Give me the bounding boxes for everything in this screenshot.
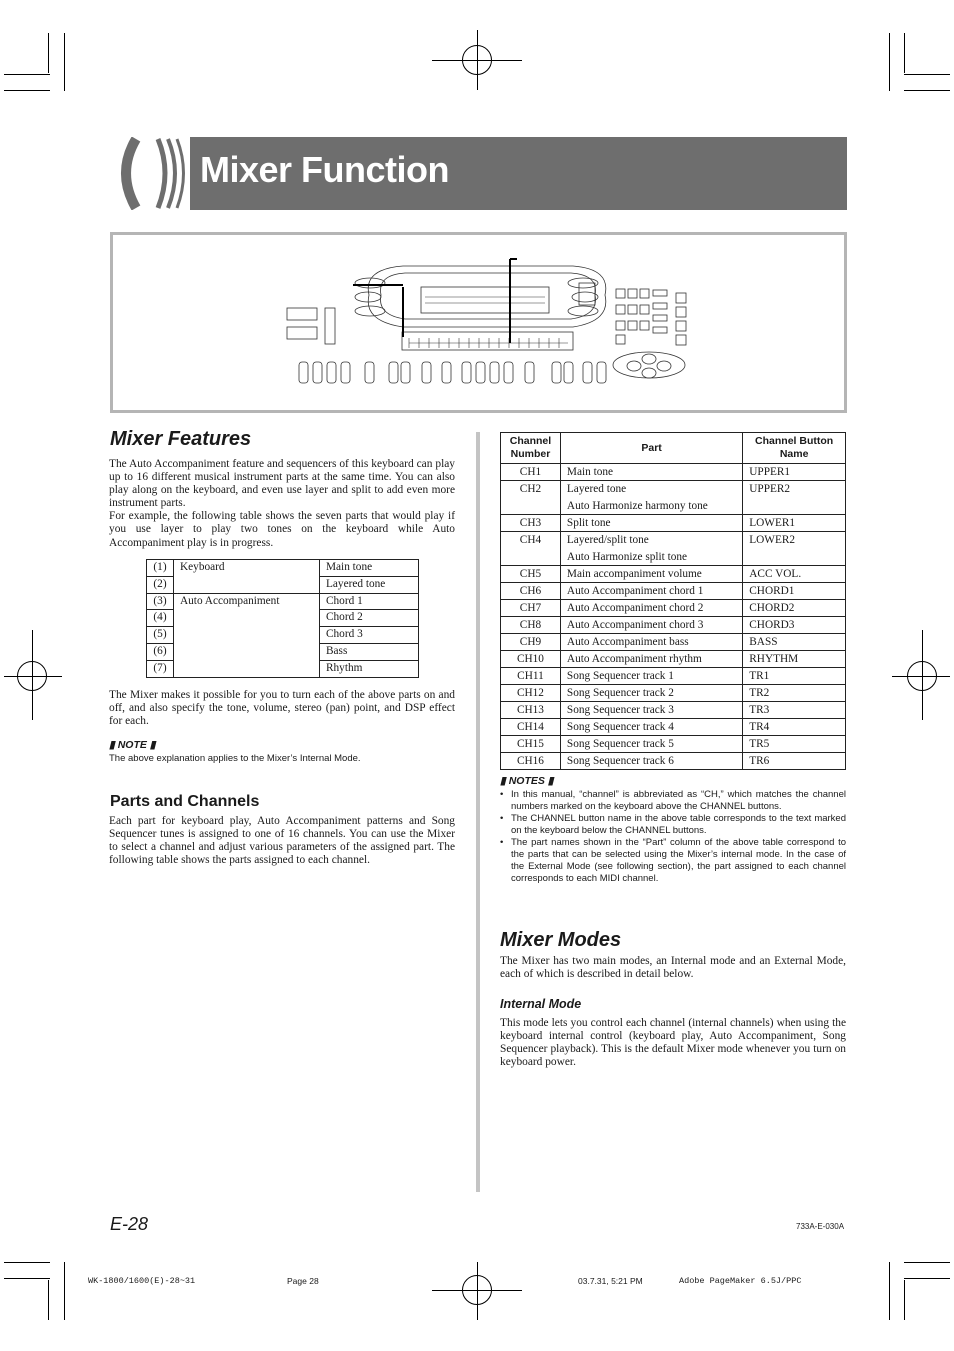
channel-part <box>560 702 742 719</box>
channel-row <box>501 600 846 617</box>
parts-table-row <box>147 560 419 577</box>
part-name: Rhythm <box>320 660 419 677</box>
part-name: Main tone <box>320 560 419 577</box>
channel-row <box>501 668 846 685</box>
channel-row <box>501 736 846 753</box>
crop-mark <box>4 1278 50 1279</box>
title-bar <box>110 137 847 210</box>
channel-button-name: LOWER2 <box>743 532 846 566</box>
note-text: The above explanation applies to the Mixer’s Internal Mode. <box>109 753 361 764</box>
header-part: Part <box>560 433 742 464</box>
channel-part <box>560 651 742 668</box>
crop-mark <box>904 90 950 91</box>
part-number: (3) <box>147 593 174 610</box>
note-item: • The part names shown in the “Part” column of the above table correspond to the parts that can be selected using the Mixer’s internal mode. In the case of the External Mode (see following section), the part assigned to each channel corresponds to each MIDI channel. <box>500 837 846 885</box>
part-group <box>174 610 320 627</box>
part-number: (5) <box>147 627 174 644</box>
crop-mark <box>904 1280 905 1320</box>
header-channel-number: Channel Number <box>501 433 561 464</box>
channel-button-name: CHORD2 <box>743 600 846 617</box>
slug-filename: WK-1800/1600(E)-28~31 <box>88 1276 196 1286</box>
header-button-name: Channel Button Name <box>743 433 846 464</box>
channel-part-line: Split tone <box>566 517 611 529</box>
channel-part-line: Auto Harmonize split tone <box>566 551 688 563</box>
registration-mark <box>477 1262 478 1320</box>
part-group: Keyboard <box>174 560 320 577</box>
channel-button-name: TR4 <box>743 719 846 736</box>
channel-part <box>560 566 742 583</box>
channel-row <box>501 702 846 719</box>
channel-number: CH11 <box>501 668 561 685</box>
notes-list <box>500 789 846 885</box>
channel-number: CH15 <box>501 736 561 753</box>
channel-part-line: Song Sequencer track 3 <box>566 704 674 716</box>
part-number: (2) <box>147 576 174 593</box>
channel-part <box>560 617 742 634</box>
mixer-features-intro <box>109 458 455 550</box>
parts-table-row <box>147 610 419 627</box>
channel-part <box>560 532 742 566</box>
channel-row <box>501 481 846 515</box>
part-group: Auto Accompaniment <box>174 593 320 610</box>
column-divider <box>476 432 480 1192</box>
channel-row <box>501 566 846 583</box>
crop-mark <box>4 1262 50 1263</box>
channel-row <box>501 753 846 770</box>
parts-table-row <box>147 576 419 593</box>
channel-button-name: TR6 <box>743 753 846 770</box>
registration-mark <box>477 30 478 90</box>
notes-label: ▮ NOTES ▮ <box>500 775 554 787</box>
channel-number: CH14 <box>501 719 561 736</box>
intro-paragraph-2: For example, the following table shows the seven parts that would play if you use layer to play two tones on the keyboard while Auto Accompaniment play is in progress. <box>109 510 455 549</box>
channel-part-line: Auto Accompaniment rhythm <box>566 653 702 665</box>
channel-number: CH6 <box>501 583 561 600</box>
intro-paragraph-1: The Auto Accompaniment feature and sequencers of this keyboard can play up to 16 different musical instrument parts at the same time. You can also play along on the keyboard, and even use layer and split to add even more instrument parts. <box>109 458 455 510</box>
channel-button-name: BASS <box>743 634 846 651</box>
slug-date: 03.7.31, 5:21 PM <box>578 1276 643 1286</box>
part-number: (1) <box>147 560 174 577</box>
channel-table <box>500 432 846 770</box>
channel-row <box>501 634 846 651</box>
channel-part-line: Layered/split tone <box>566 534 649 546</box>
channel-number: CH3 <box>501 515 561 532</box>
channel-button-name: TR1 <box>743 668 846 685</box>
part-name: Chord 3 <box>320 627 419 644</box>
channel-part-line: Auto Accompaniment bass <box>566 636 689 648</box>
channel-row <box>501 583 846 600</box>
parts-table-row <box>147 643 419 660</box>
crop-mark <box>64 33 65 91</box>
slug-app: Adobe PageMaker 6.5J/PPC <box>679 1276 802 1286</box>
channel-number: CH10 <box>501 651 561 668</box>
crop-mark <box>4 90 50 91</box>
parts-table <box>146 559 419 678</box>
channel-number: CH9 <box>501 634 561 651</box>
channel-part <box>560 634 742 651</box>
crop-mark <box>904 74 950 75</box>
channel-part-line: Main tone <box>566 466 614 478</box>
channel-number: CH13 <box>501 702 561 719</box>
part-group <box>174 660 320 677</box>
channel-part-line: Main accompaniment volume <box>566 568 702 580</box>
channel-button-name: RHYTHM <box>743 651 846 668</box>
mixer-description: The Mixer makes it possible for you to turn each of the above parts on and off, and also specify the tone, volume, stereo (pan) point, and DSP effect for each. <box>109 689 455 728</box>
crop-mark <box>904 33 905 73</box>
note-item: • In this manual, “channel” is abbreviated as “CH,” which matches the channel numbers marked on the keyboard above the CHANNEL buttons. <box>500 789 846 813</box>
channel-part-line: Auto Accompaniment chord 1 <box>566 585 704 597</box>
channel-part-line: Song Sequencer track 1 <box>566 670 674 682</box>
channel-number: CH2 <box>501 481 561 515</box>
part-group <box>174 643 320 660</box>
channel-number: CH5 <box>501 566 561 583</box>
parts-table-row <box>147 627 419 644</box>
channel-button-name: CHORD3 <box>743 617 846 634</box>
channel-part-line: Song Sequencer track 2 <box>566 687 674 699</box>
channel-button-name: TR2 <box>743 685 846 702</box>
part-name: Layered tone <box>320 576 419 593</box>
note-label-text: NOTE <box>117 739 147 751</box>
channel-part <box>560 719 742 736</box>
crop-mark <box>64 1262 65 1320</box>
parts-channels-text: Each part for keyboard play, Auto Accompaniment patterns and Song Sequencer tunes is assigned to one of 16 channels. You can use the Mixer to select a channel and adjust various parameters of the assigned part. The following table shows the parts assigned to each channel. <box>109 815 455 867</box>
channel-part-line: Song Sequencer track 5 <box>566 738 674 750</box>
channel-part-line: Auto Accompaniment chord 3 <box>566 619 704 631</box>
channel-number: CH4 <box>501 532 561 566</box>
channel-part <box>560 753 742 770</box>
channel-part <box>560 583 742 600</box>
channel-number: CH1 <box>501 464 561 481</box>
channel-part <box>560 736 742 753</box>
channel-row <box>501 464 846 481</box>
part-number: (4) <box>147 610 174 627</box>
channel-number: CH8 <box>501 617 561 634</box>
part-group <box>174 627 320 644</box>
channel-button-name: UPPER1 <box>743 464 846 481</box>
channel-part <box>560 600 742 617</box>
channel-part <box>560 481 742 515</box>
keyboard-illustration <box>110 232 847 413</box>
crop-mark <box>48 33 49 73</box>
page-number: E-28 <box>110 1214 149 1234</box>
channel-button-name: CHORD1 <box>743 583 846 600</box>
channel-table-header <box>501 433 846 464</box>
document-code: 733A-E-030A <box>796 1222 845 1231</box>
channel-part <box>560 668 742 685</box>
internal-mode-text: This mode lets you control each channel (internal channels) when using the keyboard internal control (keyboard play, Auto Accompaniment, Song Sequencer playback). This is the default Mixer mode whenever you turn on keyboard power. <box>500 1017 846 1069</box>
channel-row <box>501 515 846 532</box>
channel-part-line: Auto Accompaniment chord 2 <box>566 602 704 614</box>
registration-mark <box>32 630 33 720</box>
channel-part <box>560 464 742 481</box>
crop-mark <box>4 74 50 75</box>
mixer-features-heading: Mixer Features <box>110 428 252 450</box>
parts-table-row <box>147 660 419 677</box>
crop-mark <box>48 1280 49 1320</box>
note-label: ▮ NOTE ▮ <box>109 739 156 751</box>
part-group <box>174 576 320 593</box>
crop-mark <box>904 1262 950 1263</box>
part-name: Bass <box>320 643 419 660</box>
part-number: (7) <box>147 660 174 677</box>
crop-mark <box>904 1278 950 1279</box>
mixer-modes-heading: Mixer Modes <box>500 929 622 951</box>
mixer-modes-text: The Mixer has two main modes, an Internal mode and an External Mode, each of which is described in detail below. <box>500 955 846 981</box>
channel-row <box>501 617 846 634</box>
channel-part <box>560 685 742 702</box>
channel-button-name: LOWER1 <box>743 515 846 532</box>
channel-button-name: UPPER2 <box>743 481 846 515</box>
channel-row <box>501 532 846 566</box>
channel-row <box>501 719 846 736</box>
page-title: Mixer Function <box>200 149 450 190</box>
channel-button-name: TR3 <box>743 702 846 719</box>
channel-part <box>560 515 742 532</box>
note-item: • The CHANNEL button name in the above table corresponds to the text marked on the keyboard below the CHANNEL buttons. <box>500 813 846 837</box>
channel-row <box>501 651 846 668</box>
channel-number: CH16 <box>501 753 561 770</box>
registration-mark <box>892 676 950 677</box>
channel-row <box>501 685 846 702</box>
channel-part-line: Auto Harmonize harmony tone <box>566 500 708 512</box>
channel-part-line: Song Sequencer track 6 <box>566 755 674 767</box>
notes-label-text: NOTES <box>508 775 545 787</box>
crop-mark <box>889 33 890 91</box>
channel-number: CH7 <box>501 600 561 617</box>
part-name: Chord 1 <box>320 593 419 610</box>
part-number: (6) <box>147 643 174 660</box>
parts-channels-heading: Parts and Channels <box>110 793 260 810</box>
channel-button-name: ACC VOL. <box>743 566 846 583</box>
channel-part-line: Song Sequencer track 4 <box>566 721 674 733</box>
title-arc-decoration <box>110 137 190 210</box>
crop-mark <box>889 1262 890 1320</box>
channel-part-line: Layered tone <box>566 483 627 495</box>
slug-page: Page 28 <box>287 1276 319 1286</box>
registration-mark <box>4 676 62 677</box>
part-name: Chord 2 <box>320 610 419 627</box>
channel-button-name: TR5 <box>743 736 846 753</box>
internal-mode-heading: Internal Mode <box>500 997 582 1011</box>
parts-table-row <box>147 593 419 610</box>
channel-number: CH12 <box>501 685 561 702</box>
keyboard-panel-diagram <box>113 235 844 410</box>
registration-mark <box>922 630 923 720</box>
